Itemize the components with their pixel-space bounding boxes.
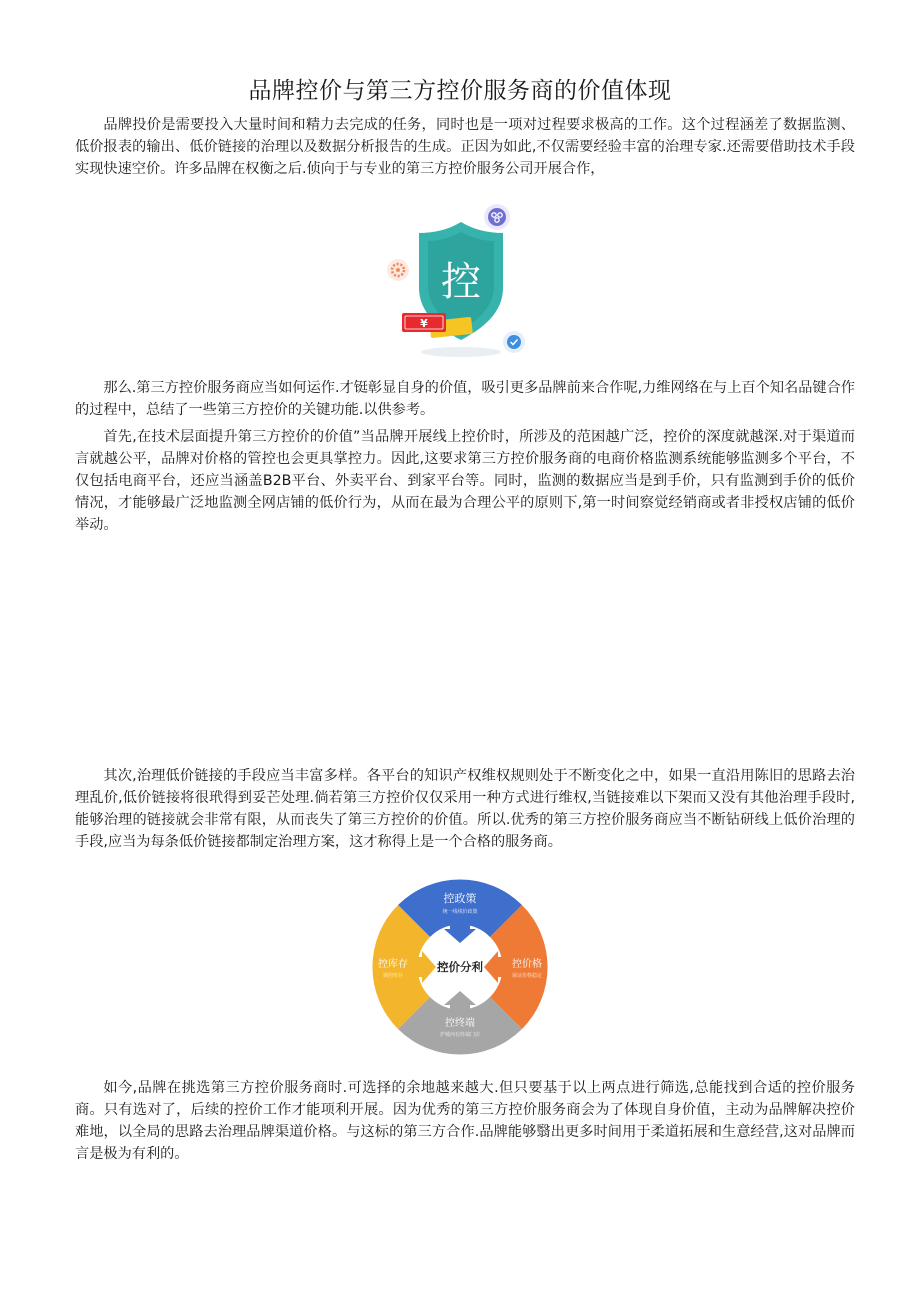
segment-top-subtitle: 统一线线价政策 [442, 909, 478, 915]
document-title: 品牌控价与第三方控价服务商的价值体现 [248, 78, 672, 104]
price-control-ring-diagram [364, 875, 556, 1060]
segment-bottom-subtitle: 护城河在终端门店 [439, 1032, 481, 1038]
segment-top-title: 控政策 [443, 892, 477, 905]
segment-right-title: 控价格 [512, 959, 542, 970]
gear-icon [387, 259, 409, 281]
paragraph-conclusion: 如今,品牌在挑选第三方控价服务商时.可选择的余地越来越大.但只要基于以上两点进行筛选,总能找到合适的控价服务商。只有选对了，后续的控价工作才能项利开展。因为优秀的第三方控价服务商会为了体现自身价值，主动为品牌解决控价难地，以全局的思路去治理品牌渠道价格。与这标的第三方合作.品牌能够翳出更多时间用于柔道拓展和生意经营,这对品牌而言是极为有利的。 [75, 1080, 855, 1162]
paragraph-second-point: 其次,治理低价链接的手段应当丰富多样。各平台的知识产权维权规则处于不断变化之中，如果一直沿用陈旧的思路去治理乱价,低价链接将很玳得到妥芒处理.倘若第三方控价仅仅采用一种方式进行维权,当链接难以下架而又没有其他治理手段时,能够治理的链接就会非常有限，从而丧失了第三方控价的价值。所以.优秀的第三方控价服务商应当不断钻研线上低价治理的手段,应当为每条低价链接都制定治理方案，这才称得上是一个合格的服务商。 [75, 768, 855, 850]
paragraph-question: 那么.第三方控价服务商应当如何运作.才铤彰显自身的价值，吸引更多品牌前来合作呢,力维网络在与上百个知名品键合作的过程中，总结了一些第三方控价的关键功能.以供参考。 [75, 380, 855, 418]
price-control-shield-illustration [386, 200, 536, 364]
paragraph-intro: 品牌投价是需要投入大量时间和精力去完成的任务，同时也是一项对过程要求极高的工作。这个过程涵差了数据监测、低价报表的输出、低价链接的治理以及数据分析报告的生成。正因为如此,不仅需要经验丰富的治理专家.还需要借助技术手段实现快速空价。许多品牌在权衡之后.侦向于与专业的第三方控价服务公司开展合作， [75, 117, 855, 177]
center-label: 控价分利 [437, 960, 483, 974]
segment-left-subtitle: 调控库存 [382, 973, 404, 979]
arrow-left-icon [484, 951, 504, 983]
segment-bottom-title: 控终端 [445, 1018, 475, 1029]
shield-character: 控 [441, 259, 481, 305]
shadow-shape [421, 347, 501, 357]
segment-right-subtitle: 保证价格稳定 [511, 973, 543, 979]
segment-left-title: 控库存 [378, 959, 408, 970]
banknote-currency: ¥ [420, 317, 428, 330]
arrow-up-icon [444, 991, 476, 1011]
brain-icon [484, 204, 510, 230]
paragraph-first-point: 首先,在技术层面提升第三方控价的价值”当品牌开展线上控价时，所涉及的范困越广泛，控价的深度就越深.对于渠道而言就越公平，品牌对价格的管控也会更具掌控力。因此,这要求第三方控价服务商的电商价格监测系统能够监测多个平台，不仅包括电商平台，还应当涵盖B2B平台、外卖平台、到家平台等。同时，监测的数据应当是到手价，只有监测到手价的低价情况，才能够最广泛地监测全网店铺的低价行为，从而在最为合理公平的原则下,第一时间察觉经销商或者非授权店铺的低价举动。 [75, 429, 855, 533]
arrow-right-icon [416, 951, 436, 983]
arrow-down-icon [444, 923, 476, 943]
shield-check-icon [503, 331, 525, 353]
